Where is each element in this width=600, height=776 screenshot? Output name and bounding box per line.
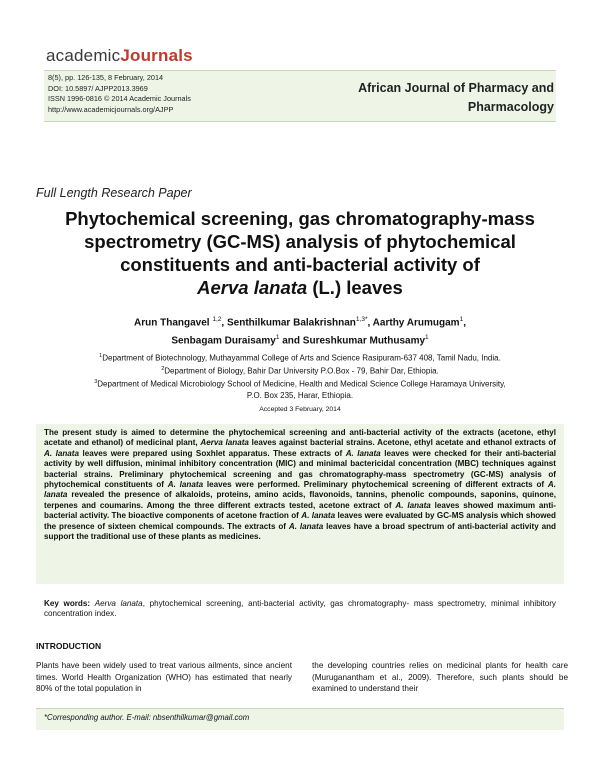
accepted-date: Accepted 3 February, 2014 (259, 406, 341, 413)
paper-title (40, 207, 560, 299)
keywords-species: Aerva lanata (94, 599, 143, 608)
affil-text: Department of Medical Microbiology School of Medicine, Health and Medical Science College Haramaya University, (97, 379, 506, 389)
affiliation-1 (40, 351, 560, 364)
keywords-rest: , phytochemical screening, anti-bacterial activity, gas chromatography- mass spectrometry, minimal inhibitory concentration index. (44, 599, 556, 619)
author-name: Senbagam Duraisamy (171, 335, 276, 347)
abstract-text (44, 428, 556, 542)
authors-line2 (40, 330, 560, 348)
affil-text: Department of Biology, Bahir Dar University P.O.Box - 79, Bahir Dar, Ethiopia. (164, 366, 439, 376)
intro-column-right: the developing countries relies on medicinal plants for health care (Muruganantham et al., 2009). Therefore, such plants should be examined to understand their (312, 661, 568, 693)
title-line4-rest: (L.) leaves (307, 277, 403, 298)
abs-seg: The present study is aimed to determine the phytochemical screening and anti-bacterial activity of the extracts (acetone, ethyl acetate and ethanol) of medicinal plant, (44, 428, 556, 448)
abs-species: A. lanata (288, 521, 324, 531)
title-line4 (40, 276, 560, 299)
intro-column-left: Plants have been widely used to treat various ailments, since ancient times. World Health Organization (WHO) has estimated that nearly 80% of the total population in (36, 661, 292, 693)
journal-name (324, 79, 554, 117)
author-sup: 1,2 (212, 316, 222, 323)
title-line2: spectrometry (GC-MS) analysis of phytochemical (84, 231, 516, 252)
affil-text: Department of Biotechnology, Muthayammal College of Arts and Science Rasipuram-637 408, Tamil Nadu, India. (102, 353, 501, 363)
publisher-logo (46, 46, 193, 66)
affiliation-3-cont: P.O. Box 235, Harar, Ethiopia. (246, 391, 354, 401)
abs-species: A. lanata (44, 448, 79, 458)
authors-line1 (40, 312, 560, 330)
abs-species: A. lanata (395, 500, 431, 510)
author-name: , Senthilkumar Balakrishnan (221, 317, 356, 329)
abs-species: A. lanata (44, 480, 556, 500)
author-name: and Sureshkumar Muthusamy (279, 335, 426, 347)
abs-species: Aerva lanata (200, 438, 249, 448)
affiliations (40, 351, 560, 402)
title-species: Aerva lanata (197, 277, 308, 298)
abs-seg: leaves showed maximum anti-bacterial activity. The bioactive components of acetone fraction of (44, 500, 556, 521)
affiliation-3 (40, 377, 560, 390)
title-line3: constituents and anti-bacterial activity of (120, 254, 480, 275)
paper-type: Full Length Research Paper (36, 186, 192, 200)
author-sup: 1 (275, 334, 280, 342)
abs-species: A. lanata (301, 511, 336, 521)
affiliation-2 (40, 364, 560, 377)
meta-url[interactable]: http://www.academicjournals.org/AJPP (48, 104, 174, 114)
logo-academic: academic (46, 46, 121, 65)
affil-sup: 2 (161, 366, 165, 373)
logo-journals: Journals (120, 46, 193, 65)
corresponding-author: *Corresponding author. E-mail: nbsenthilkumar@gmail.com (44, 713, 250, 722)
author-list (40, 312, 560, 349)
abs-seg: leaves were checked for their anti-bacterial activity by well diffusion, minimal inhibitory concentration (MIC) and minimal bactericidal concentration (MBC) techniques against bacterial strains. Preliminary phytochemical screening and gas chromatography-mass spectrometry (GC-MS) analysis of phytochemical constituents of (44, 448, 556, 490)
abs-seg: leaves were performed. Preliminary phytochemical screening of different extracts of (203, 480, 548, 490)
author-name: , Aarthy Arumugam (367, 317, 460, 329)
author-sep: , (463, 317, 466, 329)
journal-name-line1: African Journal of Pharmacy and (358, 81, 554, 95)
abs-species: A. lanata (167, 480, 204, 490)
abs-species: A. lanata (345, 448, 381, 458)
journal-name-line2: Pharmacology (467, 100, 554, 114)
citation-meta (48, 73, 191, 115)
author-name: Arun Thangavel (134, 317, 210, 329)
abs-seg: leaves were evaluated by GC-MS analysis which showed the presence of sixteen chemical compounds. The extracts of (44, 511, 556, 531)
meta-doi: DOI: 10.5897/ AJPP2013.3969 (48, 83, 148, 93)
keywords-label: Key words: (44, 599, 91, 608)
abs-seg: revealed the presence of alkaloids, proteins, amino acids, flavonoids, tannins, phenolic compounds, saponins, quinone, terpenes and coumarins. Among the three different extracts tested, acetone extract of (44, 490, 556, 510)
author-sup: 1,3* (355, 316, 368, 323)
keywords (44, 599, 556, 620)
affil-sup: 1 (99, 353, 103, 359)
meta-issn: ISSN 1996-0816 © 2014 Academic Journals (48, 94, 191, 104)
author-sup: 1 (459, 316, 464, 323)
affil-sup: 3 (94, 379, 98, 386)
abs-seg: leaves were prepared using Soxhlet apparatus. These extracts of (79, 448, 346, 458)
meta-volume: 8(5), pp. 126-135, 8 February, 2014 (48, 73, 164, 82)
title-line1: Phytochemical screening, gas chromatography-mass (65, 208, 535, 229)
abs-seg: leaves have a broad spectrum of anti-bacterial activity and support the traditional use of these plants as medicines. (44, 521, 556, 542)
introduction-heading: INTRODUCTION (36, 641, 102, 651)
abs-seg: leaves against bacterial strains. Acetone, ethyl acetate and ethanol extracts of (248, 438, 557, 448)
author-sup: 1 (425, 334, 429, 342)
